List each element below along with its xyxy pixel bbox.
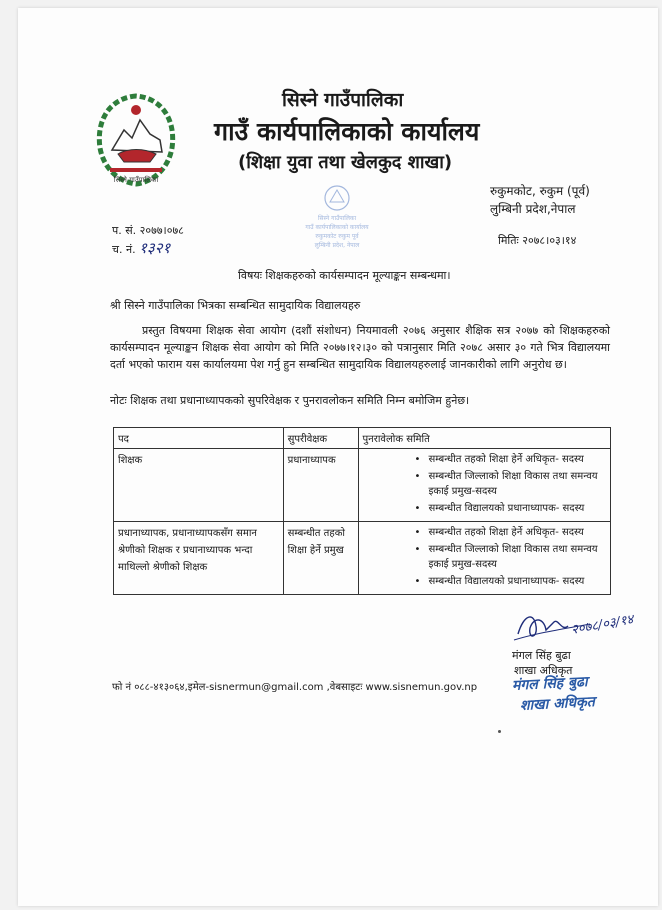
list-item: • सम्बन्धीत जिल्लाको शिक्षा विकास तथा समन्वय इकाई प्रमुख-सदस्य bbox=[429, 542, 607, 572]
list-item: • सम्बन्धीत तहको शिक्षा हेर्ने अधिकृत- सदस्य bbox=[429, 525, 607, 540]
table-header-row bbox=[114, 428, 611, 449]
note-line: नोटः शिक्षक तथा प्रधानाध्यापकको सुपरिवेक्षक र पुनरावलोकन समिति निम्न बमोजिम हुनेछ। bbox=[110, 394, 470, 407]
signatory-name: मंगल सिंह बुढा bbox=[512, 649, 571, 662]
seal-line-1: सिस्ने गाउँपालिका bbox=[317, 215, 357, 222]
signatory-title: शाखा अधिकृत bbox=[514, 664, 573, 677]
header-supervisor: सुपरीवेक्षक bbox=[283, 428, 358, 449]
chalani-handwritten-number: १३२१ bbox=[139, 239, 171, 257]
office-seal-stamp bbox=[292, 180, 382, 260]
cell-committee bbox=[358, 522, 611, 595]
cell-committee bbox=[358, 449, 611, 522]
seal-line-4: लुम्बिनी प्रदेश, नेपाल bbox=[314, 242, 360, 249]
list-item: • सम्बन्धीत जिल्लाको शिक्षा विकास तथा समन्वय इकाई प्रमुख-सदस्य bbox=[429, 469, 607, 499]
stamp-name: मंगल सिंह बुढा bbox=[511, 674, 588, 694]
table-row bbox=[114, 522, 611, 595]
address-line-2: लुम्बिनी प्रदेश,नेपाल bbox=[490, 202, 576, 216]
chalani-number bbox=[112, 238, 170, 258]
signature-date: २०७८/०३/१४ bbox=[570, 612, 635, 638]
header-post: पद bbox=[114, 428, 284, 449]
page-dot bbox=[498, 730, 501, 733]
body-paragraph: प्रस्तुत विषयमा शिक्षक सेवा आयोग (दशौं संशोधन) नियमावली २०७६ अनुसार शैक्षिक सत्र २०७७ को शिक्षकहरुको कार्यसम्पादन मूल्याङ्कन शिक्षक सेवा आयोग को मिति २०७७।१२।३० को पत्रानुसार मिति २०७८ असार ३० गते भित्र विद्यालयमा दर्ता भएको फाराम यस कार्यालयमा पेश गर्नु हुन सम्बन्धित सामुदायिक विद्यालयहरुलाई जानकारीको लागि अनुरोध छ। bbox=[110, 324, 610, 371]
cell-post: प्रधानाध्यापक, प्रधानाध्यापकसँग समान श्रेणीको शिक्षक र प्रधानाध्यापक भन्दा माथिल्लो श्रेणीको शिक्षक bbox=[114, 522, 284, 595]
logo-banner-text: सिस्ने गाउँपालिका bbox=[113, 176, 159, 184]
municipality-name: सिस्ने गाउँपालिका bbox=[282, 89, 404, 111]
subject-line: विषयः शिक्षकहरुको कार्यसम्पादन मूल्याङ्कन सम्बन्धमा। bbox=[238, 269, 451, 282]
emblem-logo-icon bbox=[90, 90, 182, 190]
address-line-1: रुकुमकोट, रुकुम (पूर्व) bbox=[490, 184, 590, 198]
chalani-label: च. नं. bbox=[112, 243, 136, 256]
handwritten-signature bbox=[510, 604, 650, 648]
cell-supervisor: सम्बन्धीत तहको शिक्षा हेर्ने प्रमुख bbox=[283, 522, 358, 595]
table-row bbox=[114, 449, 611, 522]
seal-line-3: रुकुमकोट रुकुम पूर्व bbox=[315, 233, 359, 240]
list-item: • सम्बन्धीत तहको शिक्षा हेर्ने अधिकृत- सदस्य bbox=[429, 452, 607, 467]
header-committee: पुनरावेलोक समिति bbox=[358, 428, 611, 449]
list-item: • सम्बन्धीत विद्यालयको प्रधानाध्यापक- सदस्य bbox=[429, 574, 607, 589]
branch-name: (शिक्षा युवा तथा खेलकुद शाखा) bbox=[238, 152, 453, 173]
office-name: गाउँ कार्यपालिकाको कार्यालय bbox=[214, 117, 480, 146]
patra-sankhya: प. सं. २०७७।०७८ bbox=[112, 224, 184, 237]
list-item: • सम्बन्धीत विद्यालयको प्रधानाध्यापक- सदस्य bbox=[429, 501, 607, 516]
committee-table bbox=[113, 427, 611, 595]
stamp-title: शाखा अधिकृत bbox=[519, 694, 596, 714]
cell-supervisor: प्रधानाध्यापक bbox=[283, 449, 358, 522]
letter-date: मितिः २०७८।०३।१४ bbox=[498, 234, 577, 247]
addressee: श्री सिस्ने गाउँपालिका भित्रका सम्बन्धित सामुदायिक विद्यालयहरु bbox=[110, 299, 361, 312]
footer-contact: फो नं ०८८-४१३०६४,इमेल-sisnermun@gmail.com ,वेबसाइटः www.sisnemun.gov.np bbox=[112, 682, 478, 693]
seal-line-2: गाउँ कार्यपालिकाको कार्यालय bbox=[305, 224, 369, 231]
cell-post: शिक्षक bbox=[114, 449, 284, 522]
